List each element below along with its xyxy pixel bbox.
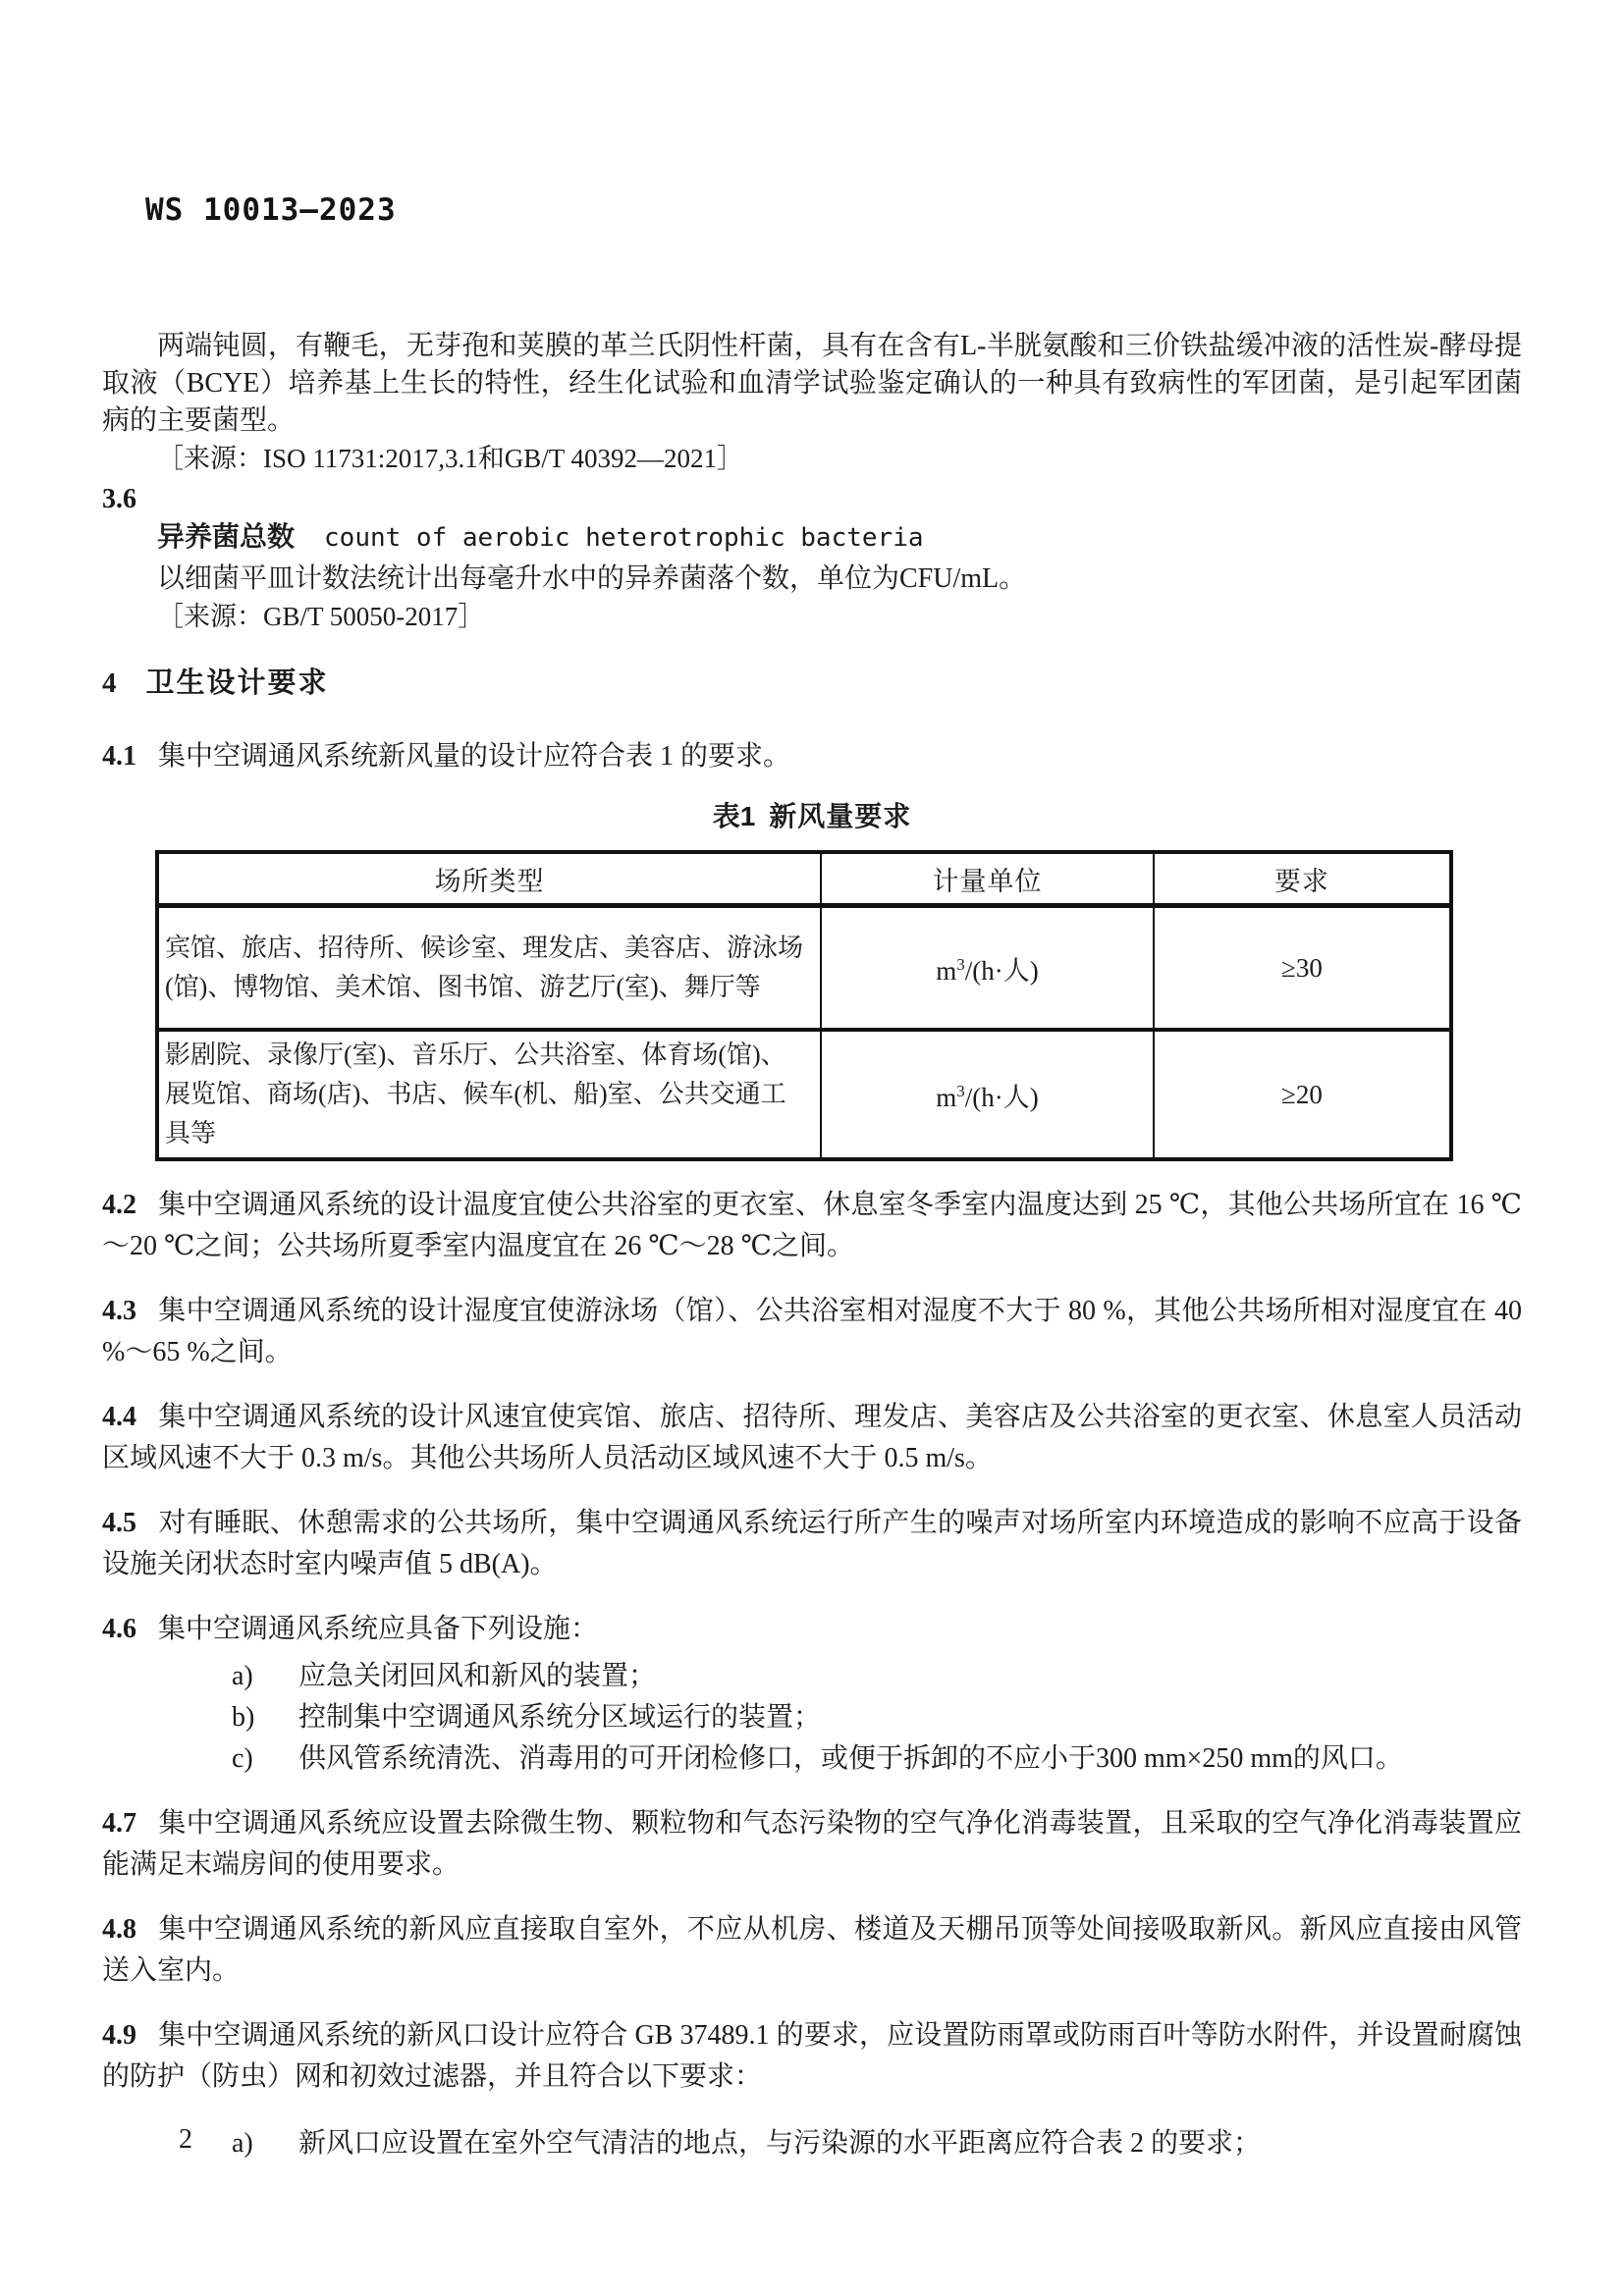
table-1 [155, 850, 1453, 1161]
clause-4-6 [102, 1609, 1522, 1650]
clause-text: 集中空调通风系统的设计风速宜使宾馆、旅店、招待所、理发店、美容店及公共浴室的更衣室、休息室人员活动区域风速不大于 0.3 m/s。其他公共场所人员活动区域风速不大于 0.5 m/s。 [102, 1402, 1522, 1473]
col-header-place-type: 场所类型 [157, 852, 821, 906]
cell-requirement: ≥20 [1154, 1030, 1451, 1159]
table-1-wrapper [155, 850, 1453, 1161]
clause-number: 4.7 [102, 1808, 136, 1839]
clause-4-7 [102, 1803, 1522, 1886]
cell-requirement: ≥30 [1154, 906, 1451, 1031]
paragraph-legionella-definition: 两端钝圆，有鞭毛，无芽孢和荚膜的革兰氏阴性杆菌，具有在含有L-半胱氨酸和三价铁盐缓冲液的活性炭-酵母提取液（BCYE）培养基上生长的特性，经生化试验和血清学试验鉴定确认的一种具有致病性的军团菌，是引起军团菌病的主要菌型。 [102, 331, 1522, 436]
section-number: 4 [102, 667, 117, 699]
clause-number: 4.4 [102, 1402, 136, 1432]
clause-number: 4.8 [102, 1914, 136, 1945]
clause-4-6-list [102, 1656, 1522, 1780]
source-note-gbt: ［来源：GB/T 50050-2017］ [157, 602, 485, 631]
table-1-caption [102, 797, 1522, 836]
col-header-unit: 计量单位 [821, 852, 1154, 906]
term-definition: 以细菌平皿计数法统计出每毫升水中的异养菌落个数，单位为CFU/mL。 [157, 563, 1027, 594]
cell-place-type: 影剧院、录像厅(室)、音乐厅、公共浴室、体育场(馆)、展览馆、商场(店)、书店、候车(机、船)室、公共交通工具等 [157, 1030, 821, 1159]
clause-4-9 [102, 2015, 1522, 2098]
unit-superscript: 3 [956, 1081, 965, 1100]
clause-number: 4.1 [102, 741, 136, 772]
clause-text: 集中空调通风系统的新风口设计应符合 GB 37489.1 的要求，应设置防雨罩或防雨百叶等防水附件，并设置耐腐蚀的防护（防虫）网和初效过滤器，并且符合以下要求： [102, 2020, 1522, 2092]
col-header-requirement: 要求 [1154, 852, 1451, 906]
clause-4-5 [102, 1503, 1522, 1585]
table-row [157, 1030, 1451, 1159]
section-4-heading [102, 663, 1522, 709]
page-content [102, 328, 1522, 2164]
clause-4-9-list [102, 2123, 1522, 2164]
table-header-row [157, 852, 1451, 906]
clause-text: 对有睡眠、休憩需求的公共场所，集中空调通风系统运行所产生的噪声对场所室内环境造成的影响不应高于设备设施关闭状态时室内噪声值 5 dB(A)。 [102, 1508, 1522, 1579]
clause-4-3 [102, 1291, 1522, 1373]
list-item-text: 控制集中空调通风系统分区域运行的装置； [298, 1702, 822, 1733]
unit-superscript: 3 [956, 954, 965, 974]
list-item-a [102, 1656, 1522, 1697]
clause-text: 集中空调通风系统的设计温度宜使公共浴室的更衣室、休息室冬季室内温度达到 25 ℃，其他公共场所宜在 16 ℃～20 ℃之间；公共场所夏季室内温度宜在 26 ℃～28 ℃之间。 [102, 1190, 1522, 1261]
standard-number: WS 10013—2023 [145, 192, 397, 228]
unit-rest: /(h·人) [964, 955, 1039, 986]
unit-base: m [936, 955, 957, 986]
term-chinese: 异养菌总数 [157, 521, 296, 552]
cell-place-type: 宾馆、旅店、招待所、候诊室、理发店、美容店、游泳场(馆)、博物馆、美术馆、图书馆、游艺厅(室)、舞厅等 [157, 906, 821, 1031]
clause-4-1 [102, 736, 1522, 777]
cell-unit [821, 906, 1154, 1031]
clause-text: 集中空调通风系统的设计湿度宜使游泳场（馆）、公共浴室相对湿度不大于 80 %，其他公共场所相对湿度宜在 40 %～65 %之间。 [102, 1296, 1522, 1367]
list-item-a [102, 2123, 1522, 2164]
table-caption-title: 新风量要求 [769, 801, 912, 831]
clause-4-8 [102, 1909, 1522, 1992]
term-english: count of aerobic heterotrophic bacteria [324, 523, 924, 553]
list-item-label: a) [232, 2128, 253, 2159]
list-item-label: a) [232, 1661, 253, 1691]
unit-rest: /(h·人) [964, 1082, 1039, 1112]
section-title: 卫生设计要求 [145, 667, 329, 699]
clause-text: 集中空调通风系统应具备下列设施： [158, 1614, 599, 1644]
list-item-text: 应急关闭回风和新风的装置； [298, 1661, 657, 1691]
list-item-label: b) [232, 1702, 255, 1733]
list-item-c [102, 1738, 1522, 1780]
list-item-text: 供风管系统清洗、消毒用的可开闭检修口，或便于拆卸的不应小于300 mm×250 mm的风口。 [298, 1743, 1403, 1774]
clause-text: 集中空调通风系统应设置去除微生物、颗粒物和气态污染物的空气净化消毒装置，且采取的空气净化消毒装置应能满足末端房间的使用要求。 [102, 1808, 1522, 1880]
unit-base: m [936, 1082, 957, 1112]
clause-4-4 [102, 1397, 1522, 1479]
clause-number: 4.5 [102, 1508, 136, 1538]
clause-4-2 [102, 1185, 1522, 1267]
clause-number: 4.9 [102, 2020, 136, 2051]
source-note-iso: ［来源：ISO 11731:2017,3.1和GB/T 40392—2021］ [157, 444, 744, 473]
cell-unit [821, 1030, 1154, 1159]
page-number: 2 [179, 2124, 192, 2155]
clause-number: 4.2 [102, 1190, 136, 1220]
clause-number: 4.6 [102, 1614, 136, 1644]
table-caption-label: 表1 [712, 801, 756, 831]
list-item-text: 新风口应设置在室外空气清洁的地点，与污染源的水平距离应符合表 2 的要求； [298, 2128, 1262, 2159]
clause-text: 集中空调通风系统新风量的设计应符合表 1 的要求。 [158, 741, 791, 772]
table-row [157, 906, 1451, 1031]
list-item-b [102, 1697, 1522, 1738]
clause-3-6-number: 3.6 [102, 484, 136, 514]
clause-text: 集中空调通风系统的新风应直接取自室外，不应从机房、楼道及天棚吊顶等处间接吸取新风。新风应直接由风管送入室内。 [102, 1914, 1522, 1986]
list-item-label: c) [232, 1743, 253, 1774]
term-entry [102, 518, 1522, 561]
clause-number: 4.3 [102, 1296, 136, 1326]
